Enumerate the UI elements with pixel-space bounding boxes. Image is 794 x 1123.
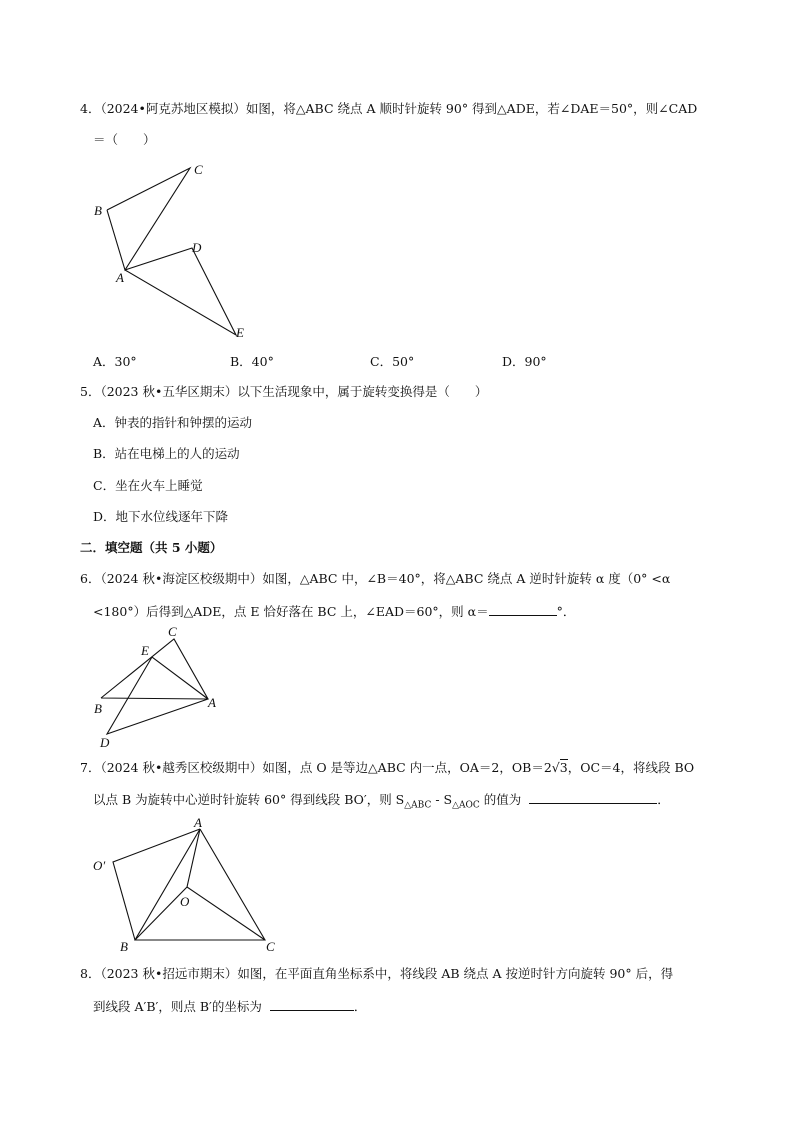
sqrt-radicand: 3 [559,760,568,775]
q7-label-o: O [180,894,190,909]
q7-stem-line1: 7．（2024 秋•越秀区校级期中）如图，点 O 是等边△ABC 内一点，OA＝2，OB＝2√3，OC＝4，将线段 BO [80,760,695,775]
q6-stem-line2: <180°）后得到△ADE，点 E 恰好落在 BC 上，∠EAD＝60°，则 α＝ °． [93,604,576,619]
q4-label-a: A [116,270,124,285]
q4-triangle-abc [107,168,190,270]
q8-stem-line2: 到线段 A′B′，则点 B′的坐标为 ． [93,999,367,1014]
q4-triangle-ade [125,248,236,335]
q4-stem-line2: ＝（ ） [93,132,156,147]
q7-label-c: C [266,939,275,954]
q6-label-a: A [208,695,216,710]
q4-stem-line1: 4．（2024•阿克苏地区模拟）如图，将△ABC 绕点 A 顺时针旋转 90° 得到△ADE，若∠DAE＝50°，则∠CAD [80,101,698,116]
q5-option-d: D．地下水位线逐年下降 [93,509,229,524]
q7-triangle-abc [135,829,265,940]
q7-figure [90,812,290,957]
q6-label-b: B [94,701,102,716]
q4-figure [90,160,270,345]
q4-label-e: E [236,325,244,340]
q5-option-b: B．站在电梯上的人的运动 [93,446,240,461]
section-title-fill-in: 二．填空题（共 5 小题） [80,540,223,555]
q5-option-c: C．坐在火车上睡觉 [93,478,203,493]
q6-stem-line1: 6．（2024 秋•海淀区校级期中）如图，△ABC 中，∠B＝40°，将△ABC 绕点 A 逆时针旋转 α 度（0° <α [80,571,671,586]
q4-label-b: B [94,203,102,218]
q6-label-e: E [141,643,149,658]
q4-option-c: C．50° [370,354,415,369]
q7-label-b: B [120,939,128,954]
q6-figure [90,622,230,752]
q7-answer-blank[interactable] [529,791,657,804]
q7-label-a: A [194,815,202,830]
q5-stem: 5．（2023 秋•五华区期末）以下生活现象中，属于旋转变换得是（ ） [80,384,488,399]
q6-triangle-abc [101,639,208,699]
q8-answer-blank[interactable] [270,998,354,1011]
q7-label-o-prime: O′ [93,858,106,873]
sqrt-sign: √ [551,760,560,775]
q7-segment-ao [187,829,200,887]
q6-triangle-ade [107,657,208,734]
q5-option-a: A．钟表的指针和钟摆的运动 [93,415,253,430]
q6-label-d: D [100,735,110,750]
q4-option-b: B．40° [230,354,274,369]
q7-stem-line2: 以点 B 为旋转中心逆时针旋转 60° 得到线段 BO′，则 $S_{\triangle ABC} - S_{\triangle AOC}$ 的值为 ． [93,792,670,811]
q7-segment-oc [187,887,265,940]
q4-option-a: A．30° [93,354,137,369]
q7-triangle-bo1a [113,829,200,940]
q4-option-d: D．90° [502,354,547,369]
q6-answer-blank[interactable] [489,603,557,616]
q6-label-c: C [168,624,177,639]
q8-stem-line1: 8．（2023 秋•招远市期末）如图，在平面直角坐标系中，将线段 AB 绕点 A 按逆时针方向旋转 90° 后，得 [80,966,674,981]
q4-label-c: C [194,162,203,177]
q4-label-d: D [192,240,202,255]
